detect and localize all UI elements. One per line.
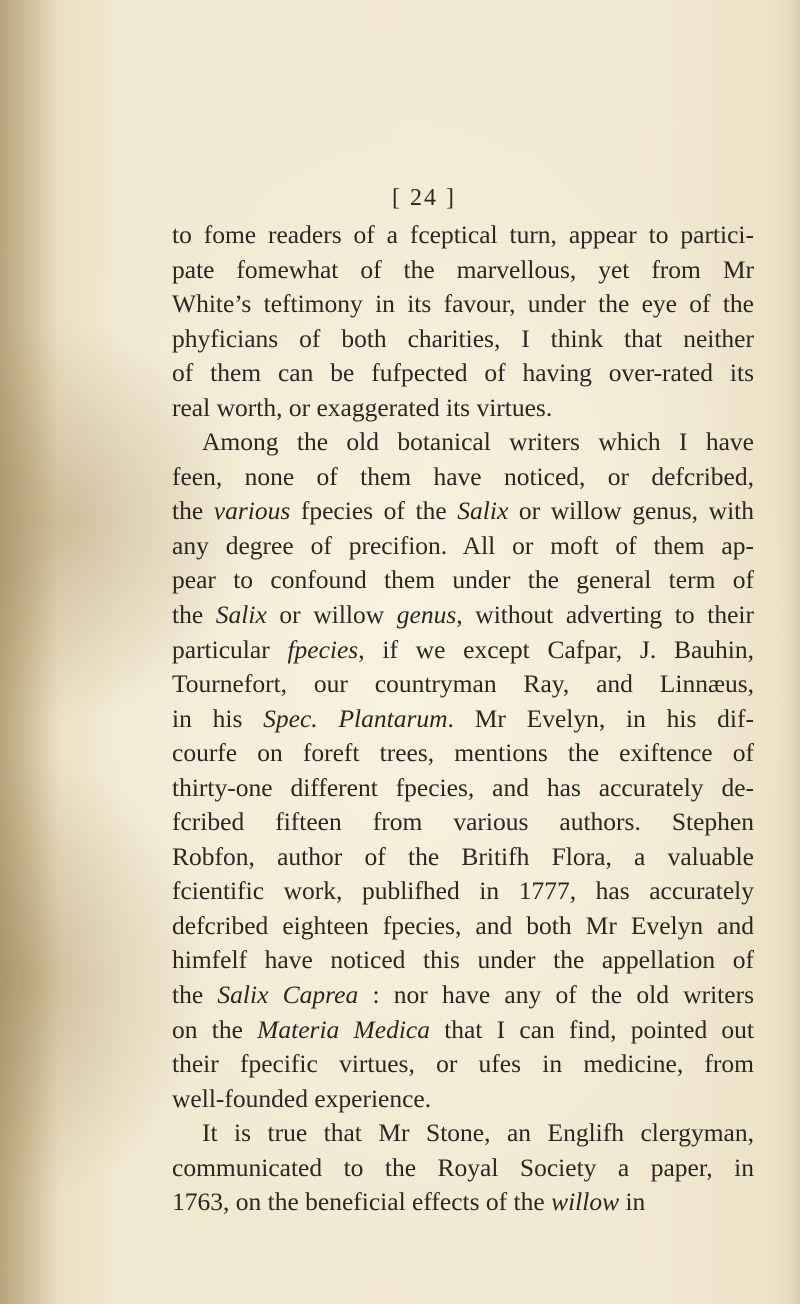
text-run: in <box>619 1187 646 1217</box>
text-run: himfelf have noticed this under the appellation of <box>172 945 754 975</box>
text-run: thirty-one different fpecies, and has accurately de- <box>172 772 754 802</box>
text-run: their fpecific virtues, or ufes in medicine, from <box>172 1049 754 1079</box>
text-run: or willow <box>266 600 397 630</box>
text-line <box>172 771 754 806</box>
text-run: the <box>172 600 216 630</box>
text-run: It is true that Mr Stone, an Englifh clergyman, <box>202 1118 754 1148</box>
text-line <box>172 633 754 668</box>
text-line <box>172 1151 754 1186</box>
text-line <box>172 978 754 1013</box>
text-line <box>172 218 754 253</box>
italic-text: various <box>213 496 291 526</box>
italic-text: fpecies <box>287 634 359 664</box>
text-run: pear to confound them under the general term of <box>172 565 754 595</box>
text-run: well-founded experience. <box>172 1083 432 1113</box>
text-line <box>172 494 754 529</box>
text-line <box>172 563 754 598</box>
text-run: . Mr Evelyn, in his dif- <box>447 703 754 733</box>
binding-shadow <box>0 0 60 1304</box>
text-run: feen, none of them have noticed, or defcribed, <box>172 461 754 491</box>
text-run: Tournefort, our countryman Ray, and Linnæus, <box>172 669 754 699</box>
text-run: defcribed eighteen fpecies, and both Mr Evelyn and <box>172 910 754 940</box>
text-run: particular <box>172 634 288 664</box>
text-line <box>172 253 754 288</box>
text-line <box>172 874 754 909</box>
page-edge <box>790 0 800 1304</box>
page-number: [ 24 ] <box>392 185 456 211</box>
text-run: : nor have any of the old writers <box>358 980 754 1010</box>
text-run: any degree of precifion. All or moft of them ap- <box>172 530 754 560</box>
text-run: the <box>172 980 218 1010</box>
text-line <box>172 425 754 460</box>
italic-text: genus <box>396 600 457 630</box>
text-run: on the <box>172 1014 258 1044</box>
italic-text: Materia Medica <box>257 1014 430 1044</box>
italic-text: Salix Caprea <box>217 980 359 1010</box>
text-run: real worth, or exaggerated its virtues. <box>172 392 553 422</box>
text-line <box>172 909 754 944</box>
text-run: communicated to the Royal Society a paper, in <box>172 1152 754 1182</box>
text-line <box>172 356 754 391</box>
italic-text: Spec. Plantarum <box>263 703 448 733</box>
italic-text: Salix <box>215 600 267 630</box>
text-line <box>172 943 754 978</box>
text-line <box>172 1047 754 1082</box>
body-text <box>172 218 754 1220</box>
text-line <box>172 1116 754 1151</box>
text-line <box>172 287 754 322</box>
text-line <box>172 667 754 702</box>
text-run: pate fomewhat of the marvellous, yet from Mr <box>172 254 754 284</box>
text-line <box>172 322 754 357</box>
text-run: to fome readers of a fceptical turn, appear to partici- <box>172 220 754 249</box>
text-line <box>172 1082 754 1117</box>
text-run: in his <box>172 703 264 733</box>
text-run: fcribed fifteen from various authors. Stephen <box>172 807 754 837</box>
text-line <box>172 460 754 495</box>
text-run: the <box>172 496 214 526</box>
text-run: or willow genus, with <box>508 496 754 526</box>
text-run: courfe on foreft trees, mentions the exiftence of <box>172 738 754 768</box>
italic-text: willow <box>551 1187 620 1217</box>
text-line <box>172 702 754 737</box>
text-line <box>172 391 754 426</box>
text-run: Robfon, author of the Britifh Flora, a valuable <box>172 841 754 871</box>
text-run: , if we except Cafpar, J. Bauhin, <box>358 634 754 664</box>
text-run: fcientific work, publifhed in 1777, has accurately <box>172 876 754 906</box>
text-line <box>172 736 754 771</box>
text-line <box>172 1013 754 1048</box>
text-run: that I can find, pointed out <box>429 1014 754 1044</box>
text-run: phyficians of both charities, I think that neither <box>172 323 754 353</box>
text-line <box>172 840 754 875</box>
text-run: White’s teftimony in its favour, under the eye of the <box>172 289 754 319</box>
text-run: of them can be fufpected of having over-rated its <box>172 358 754 388</box>
text-line <box>172 805 754 840</box>
italic-text: Salix <box>457 496 509 526</box>
text-line <box>172 598 754 633</box>
text-run: fpecies of the <box>290 496 458 526</box>
text-run: Among the old botanical writers which I have <box>202 427 754 457</box>
text-line <box>172 529 754 564</box>
text-line <box>172 1185 754 1220</box>
text-run: , without adverting to their <box>456 600 754 630</box>
text-run: 1763, on the beneficial effects of the <box>172 1187 552 1217</box>
